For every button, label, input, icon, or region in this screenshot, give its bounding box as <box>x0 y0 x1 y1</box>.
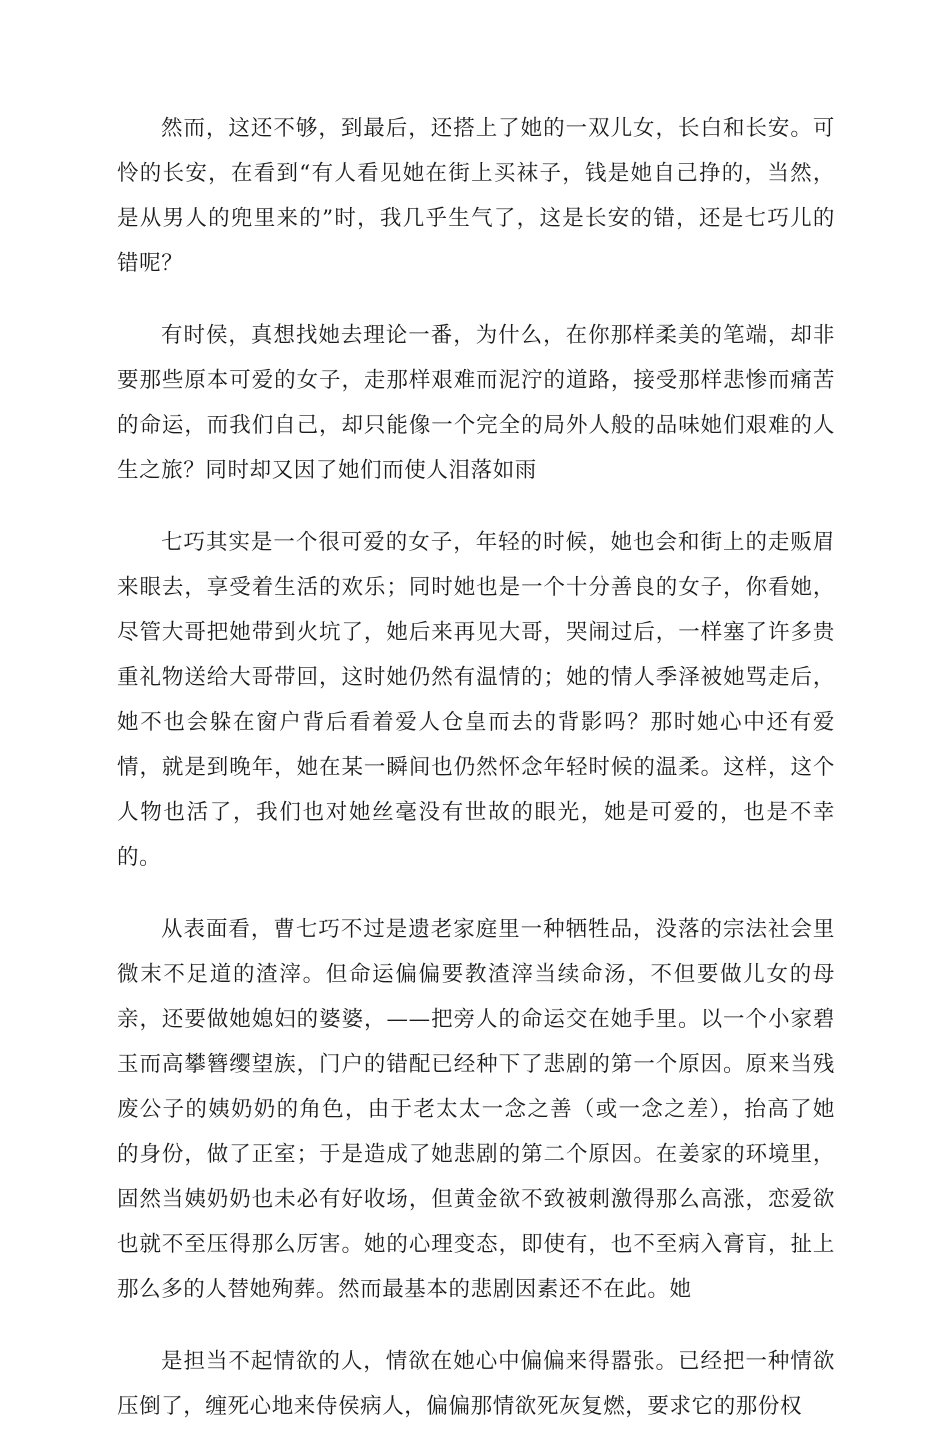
paragraph-1: 然而，这还不够，到最后，还搭上了她的一双儿女，长白和长安。可怜的长安，在看到“有人看见她在街上买袜子，钱是她自己挣的，当然，是从男人的兜里来的”时，我几乎生气了，这是长安的错，还是七巧儿的错呢？ <box>117 116 835 276</box>
paragraph-3: 七巧其实是一个很可爱的女子，年轻的时候，她也会和街上的走贩眉来眼去，享受着生活的欢乐；同时她也是一个十分善良的女子，你看她，尽管大哥把她带到火坑了，她后来再见大哥，哭闹过后，一样塞了许多贵重礼物送给大哥带回，这时她仍然有温情的；她的情人季泽被她骂走后，她不也会躲在窗户背后看着爱人仓皇而去的背影吗？那时她心中还有爱情，就是到晚年，她在某一瞬间也仍然怀念年轻时候的温柔。这样，这个人物也活了，我们也对她丝毫没有世故的眼光，她是可爱的，也是不幸的。 <box>117 530 835 870</box>
paragraph-2: 有时侯，真想找她去理论一番，为什么，在你那样柔美的笔端，却非要那些原本可爱的女子，走那样艰难而泥泞的道路，接受那样悲惨而痛苦的命运，而我们自己，却只能像一个完全的局外人般的品味她们艰难的人生之旅？同时却又因了她们而使人泪落如雨 <box>117 323 835 483</box>
paragraph-4: 从表面看，曹七巧不过是遗老家庭里一种牺牲品，没落的宗法社会里微末不足道的渣滓。但命运偏偏要教渣滓当续命汤，不但要做儿女的母亲，还要做她媳妇的婆婆，——把旁人的命运交在她手里。以一个小家碧玉而高攀簪缨望族，门户的错配已经种下了悲剧的第一个原因。原来当残废公子的姨奶奶的角色，由于老太太一念之善（或一念之差），抬高了她的身份，做了正室；于是造成了她悲剧的第二个原因。在姜家的环境里，固然当姨奶奶也未必有好收场，但黄金欲不致被刺激得那么高涨，恋爱欲也就不至压得那么厉害。她的心理变态，即使有，也不至病入膏肓，扯上那么多的人替她殉葬。然而最基本的悲剧因素还不在此。她 <box>117 917 835 1302</box>
document-body <box>117 106 835 1456</box>
paragraph-5: 是担当不起情欲的人，情欲在她心中偏偏来得嚣张。已经把一种情欲压倒了，缠死心地来侍侯病人，偏偏那情欲死灰复燃，要求它的那份权 <box>117 1349 835 1419</box>
